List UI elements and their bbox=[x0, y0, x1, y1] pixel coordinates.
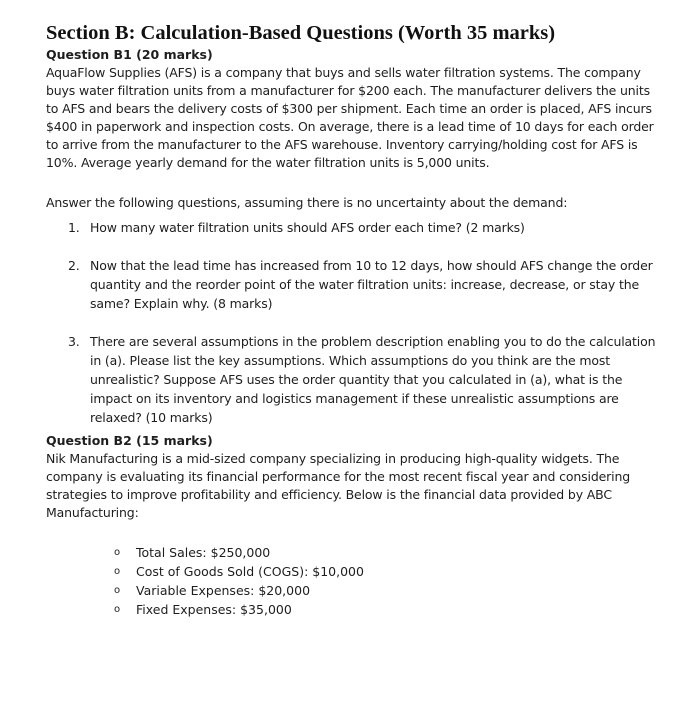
question-item-3 bbox=[68, 332, 666, 427]
financial-item-text: Variable Expenses: $20,000 bbox=[136, 583, 311, 598]
hollow-bullet-icon: o bbox=[114, 585, 121, 596]
question-b1-paragraph: AquaFlow Supplies (AFS) is a company that buys and sells water filtration systems. The company buys water filtration units from a manufacturer for $200 each. The manufacturer delivers the units to AFS and bears the delivery costs of $300 per shipment. Each time an order is placed, AFS incurs $400 in paperwork and inspection costs. On average, there is a lead time of 10 days for each order to arrive from the manufacturer to the AFS warehouse. Inventory carrying/holding cost for AFS is 10%. Average yearly demand for the water filtration units is 5,000 units. bbox=[46, 65, 654, 170]
question-item-1 bbox=[68, 218, 666, 237]
financial-item-fixed-expenses bbox=[114, 600, 666, 619]
question-list bbox=[46, 218, 666, 427]
question-b2 bbox=[46, 432, 666, 619]
question-b1 bbox=[46, 46, 666, 427]
financial-item-text: Cost of Goods Sold (COGS): $10,000 bbox=[136, 564, 364, 579]
question-b2-paragraph: Nik Manufacturing is a mid-sized company specializing in producing high-quality widgets. The company is evaluating its financial performance for the most recent fiscal year and considering strategies to improve profitability and efficiency. Below is the financial data provided by ABC Manufacturing: bbox=[46, 451, 631, 520]
financial-item-total-sales bbox=[114, 543, 666, 562]
financial-item-text: Total Sales: $250,000 bbox=[136, 545, 271, 560]
question-number: 3. bbox=[68, 334, 80, 349]
question-number: 1. bbox=[68, 220, 80, 235]
question-text: There are several assumptions in the problem description enabling you to do the calculation in (a). Please list the key assumptions. Which assumptions do you think are the most unrealistic? Suppose AFS uses the order quantity that you calculated in (a), what is the impact on its inventory and logistics management if these unrealistic assumptions are relaxed? (10 marks) bbox=[90, 334, 656, 425]
financial-data-list bbox=[46, 543, 666, 619]
financial-item-text: Fixed Expenses: $35,000 bbox=[136, 602, 292, 617]
question-text: Now that the lead time has increased from 10 to 12 days, how should AFS change the order quantity and the reorder point of the water filtration units: increase, decrease, or stay the same? Explain why. (8 marks) bbox=[90, 258, 653, 311]
financial-item-variable-expenses bbox=[114, 581, 666, 600]
section-title: Section B: Calculation-Based Questions (Worth 35 marks) bbox=[46, 22, 556, 44]
question-item-2 bbox=[68, 256, 666, 313]
question-b2-title: Question B2 (15 marks) bbox=[46, 433, 213, 448]
financial-item-cogs bbox=[114, 562, 666, 581]
question-b1-title: Question B1 (20 marks) bbox=[46, 47, 213, 62]
hollow-bullet-icon: o bbox=[114, 547, 121, 558]
document-page bbox=[46, 20, 666, 619]
question-text: How many water filtration units should AFS order each time? (2 marks) bbox=[90, 220, 525, 235]
answer-instructions: Answer the following questions, assuming there is no uncertainty about the demand: bbox=[46, 195, 568, 210]
hollow-bullet-icon: o bbox=[114, 566, 121, 577]
question-number: 2. bbox=[68, 258, 80, 273]
hollow-bullet-icon: o bbox=[114, 604, 121, 615]
